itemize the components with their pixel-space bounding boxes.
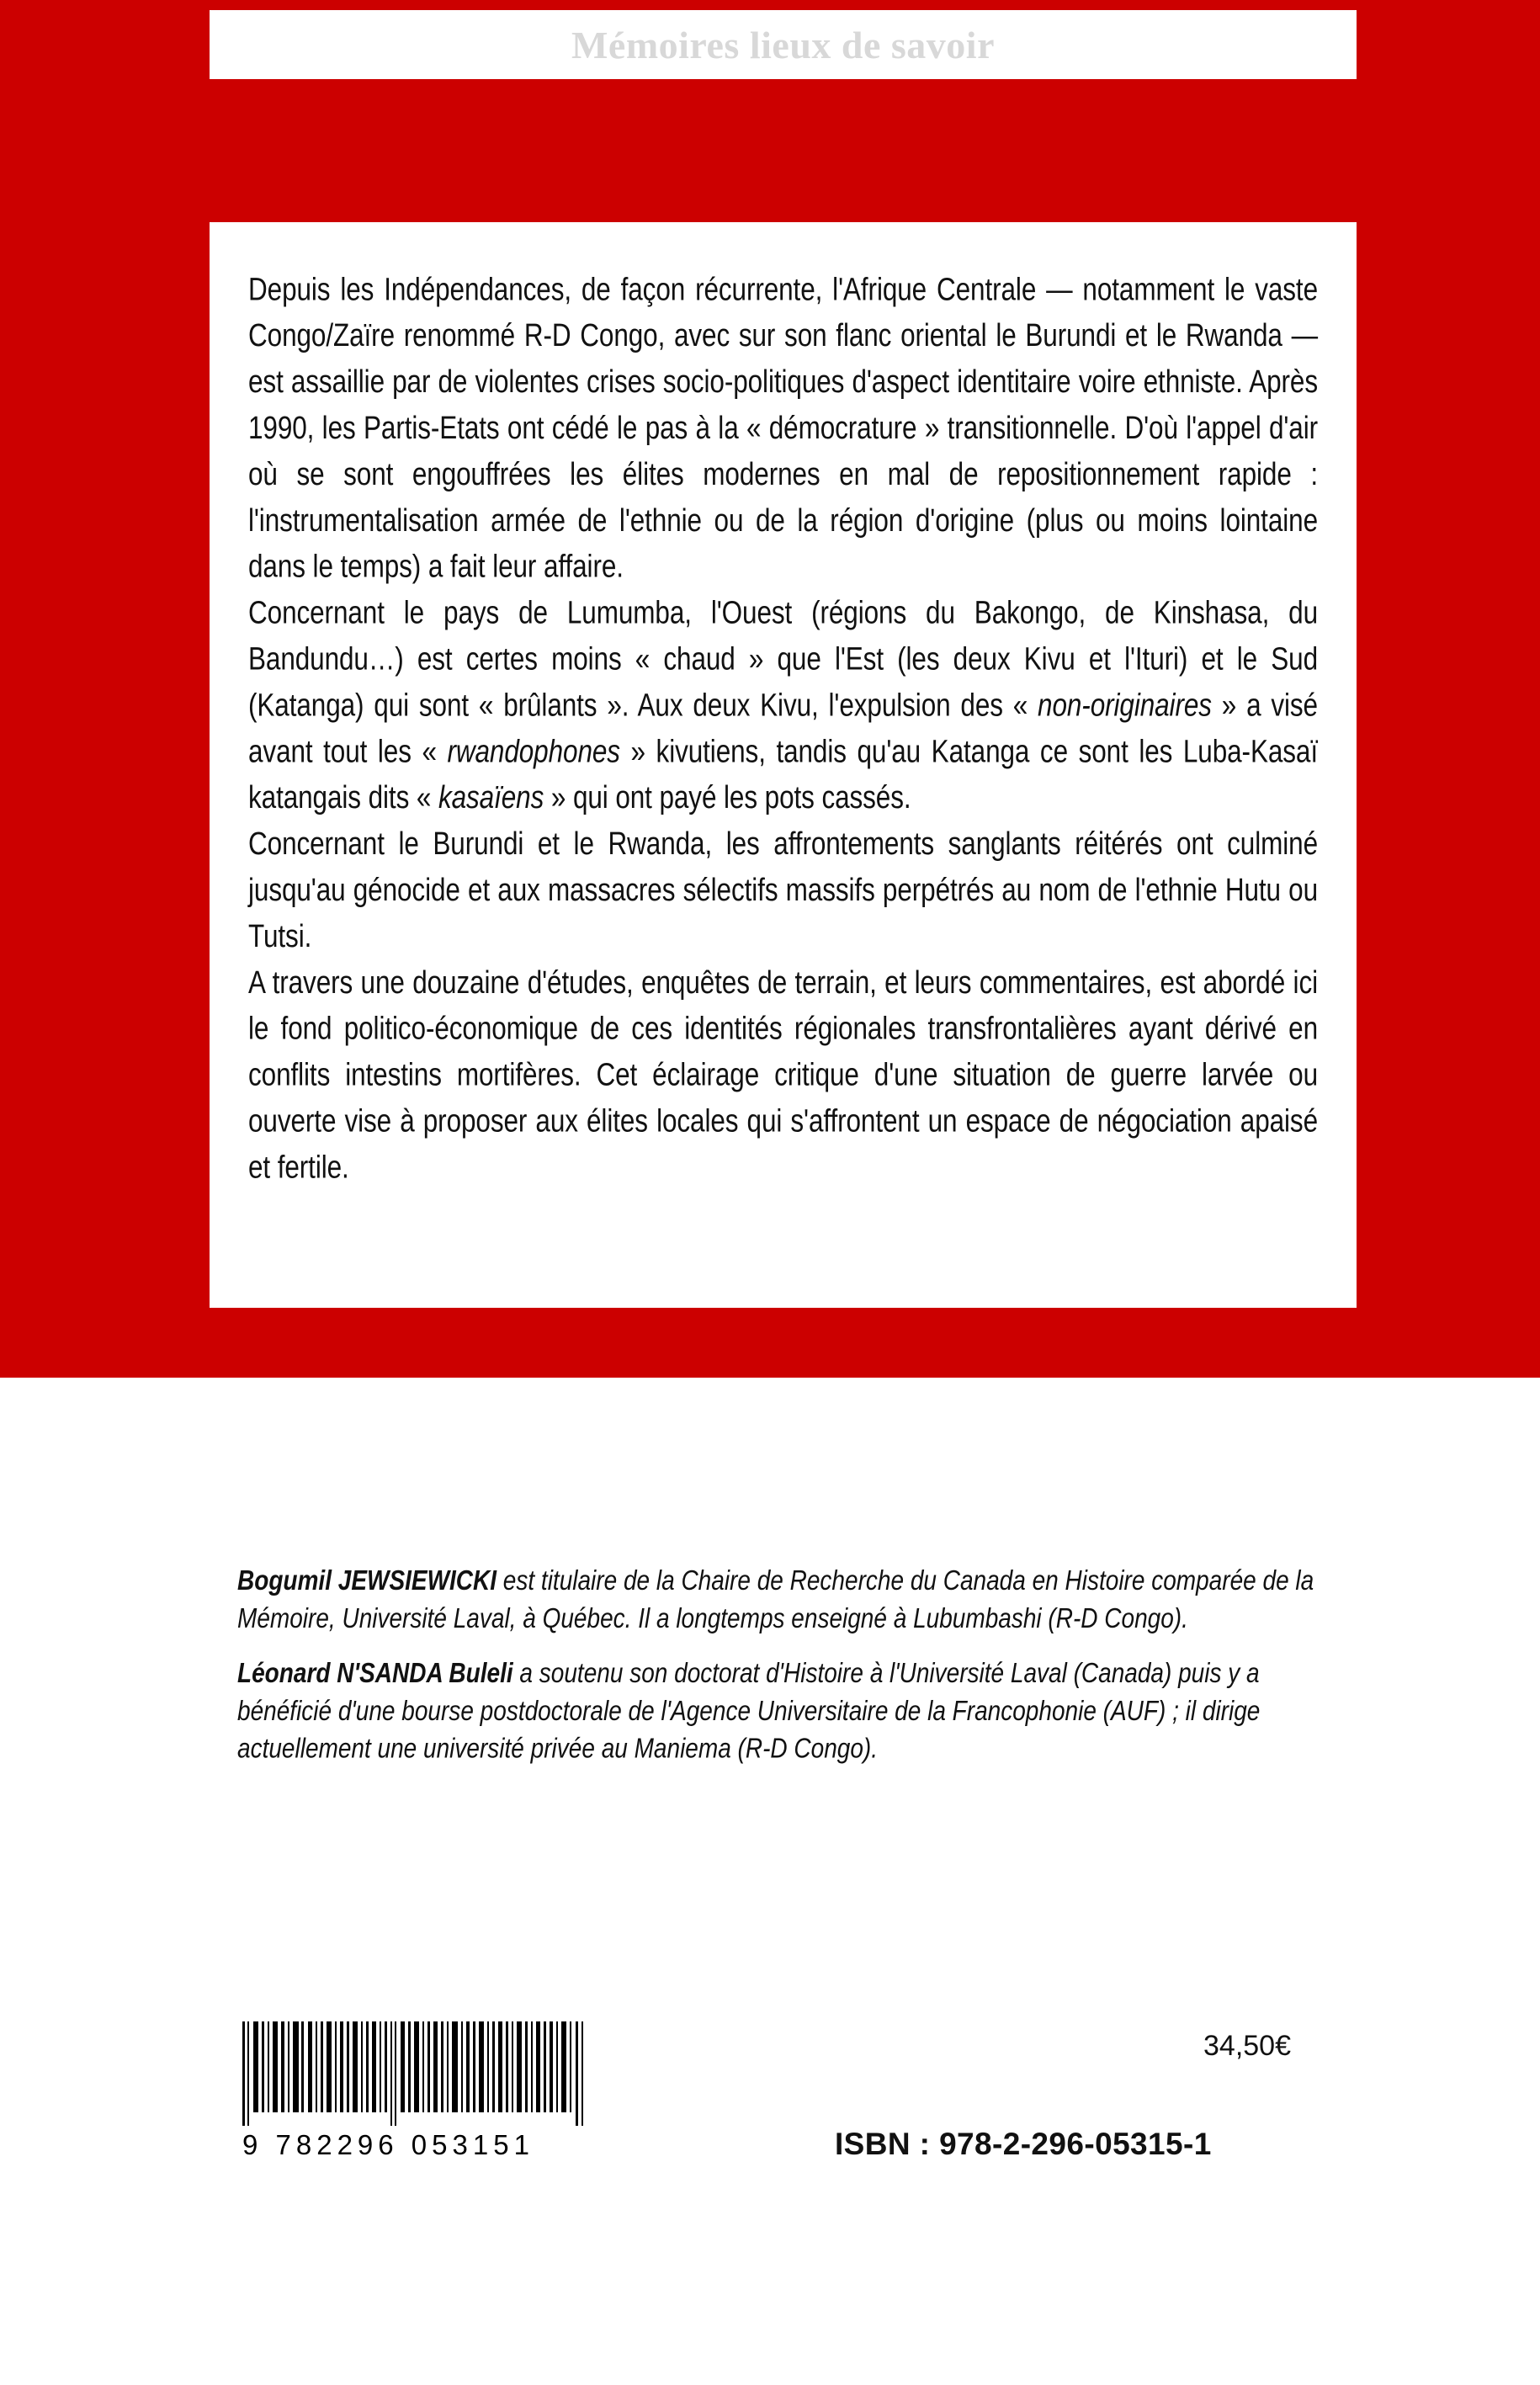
blurb-paragraph-1: Depuis les Indépendances, de façon récurrente, l'Afrique Centrale — notamment le vaste Congo/Zaïre renommé R-D Congo, avec sur son flanc oriental le Burundi et le Rwanda — est assaillie par de violentes crises socio-politiques d'aspect identitaire voire ethniste. Après 1990, les Partis-Etats ont cédé le pas à la « démocrature » transitionnelle. D'où l'appel d'air où se sont engouffrées les élites modernes en mal de repositionnement rapide : l'instrumentalisation armée de l'ethnie ou de la région d'origine (plus ou moins lointaine dans le temps) a fait leur affaire. (248, 269, 1318, 585)
blurb-text (248, 266, 1318, 1190)
author-bio-text-1: est titulaire de la Chaire de Recherche du Canada en Histoire comparée de la Mémoire, Université Laval, à Québec. Il a longtemps enseigné à Lubumbashi (R-D Congo). (237, 1564, 1314, 1633)
isbn-label: ISBN : 978-2-296-05315-1 (835, 2127, 1212, 2161)
blurb-panel (210, 222, 1357, 1308)
author-name-1: Bogumil JEWSIEWICKI (237, 1564, 497, 1596)
price-label: 34,50€ (1203, 2030, 1291, 2062)
back-cover-lower-area (0, 1378, 1540, 2385)
author-bio-1 (237, 1562, 1348, 1638)
author-name-2: Léonard N'SANDA Buleli (237, 1657, 513, 1689)
author-bios (237, 1562, 1348, 1779)
barcode-digits: 9 782296 053151 (242, 2129, 534, 2160)
series-band (210, 10, 1357, 79)
blurb-paragraph-4: A travers une douzaine d'études, enquêtes de terrain, et leurs commentaires, est abordé ici le fond politico-économique de ces identités régionales transfrontalières ayant dérivé en conflits intestins mortifères. Cet éclairage critique d'une situation de guerre larvée ou ouverte vise à proposer aux élites locales qui s'affrontent un espace de négociation apaisé et fertile. (248, 963, 1318, 1185)
author-bio-text-2: a soutenu son doctorat d'Histoire à l'Université Laval (Canada) puis y a bénéficié d'une bourse postdoctorale de l'Agence Universitaire de la Francophonie (AUF) ; il dirige actuellement une université privée au Maniema (R-D Congo). (237, 1657, 1261, 1764)
blurb-paragraph-2: Concernant le pays de Lumumba, l'Ouest (régions du Bakongo, de Kinshasa, du Bandundu…) est certes moins « chaud » que l'Est (les deux Kivu et l'Ituri) et le Sud (Katanga) qui sont « brûlants ». Aux deux Kivu, l'expulsion des « non-originaires » a visé avant tout les « rwandophones » kivutiens, tandis qu'au Katanga ce sont les Luba-Kasaï katangais dits « kasaïens » qui ont payé les pots cassés. (248, 593, 1318, 815)
barcode (242, 2021, 591, 2161)
barcode-bars-icon (242, 2021, 591, 2126)
blurb-paragraph-3: Concernant le Burundi et le Rwanda, les affrontements sanglants réitérés ont culminé jusqu'au génocide et aux massacres sélectifs massifs perpétrés au nom de l'ethnie Hutu ou Tutsi. (248, 824, 1318, 954)
author-bio-2 (237, 1655, 1348, 1768)
series-title: Mémoires lieux de savoir (571, 23, 995, 66)
